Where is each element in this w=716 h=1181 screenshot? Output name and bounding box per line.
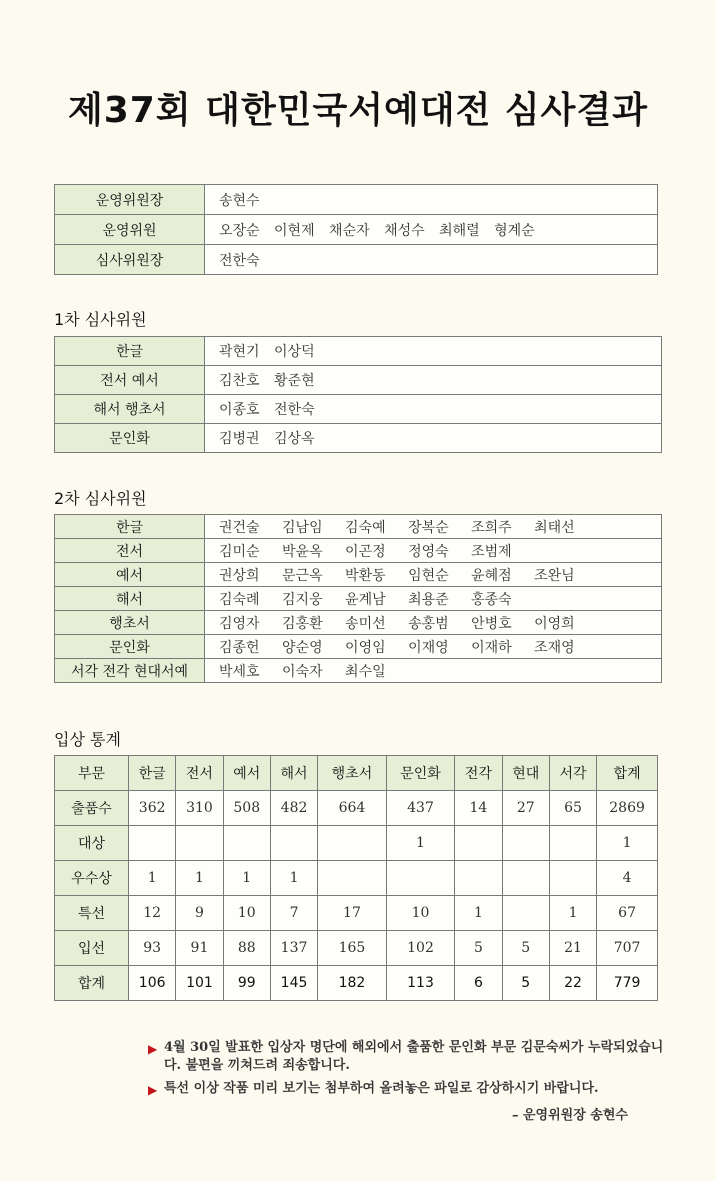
table-row (55, 185, 658, 215)
table-row (55, 826, 658, 861)
stat-cell: 102 (386, 931, 455, 966)
stat-cell: 93 (129, 931, 176, 966)
notice-missing-entry (148, 1039, 668, 1075)
stat-cell: 2869 (597, 791, 658, 826)
names-cell: 오장순 이현제 채순자 채성수 최해렬 형계순 (205, 215, 658, 245)
names-cell: 곽현기 이상덕 (205, 337, 662, 366)
stat-cell: 1 (455, 896, 502, 931)
stat-cell (502, 826, 549, 861)
names-cell: 김종헌 양순영 이영임 이재영 이재하 조재영 (205, 635, 662, 659)
stat-cell: 1 (223, 861, 270, 896)
row-header: 특선 (55, 896, 129, 931)
column-header: 문인화 (386, 756, 455, 791)
row-header: 입선 (55, 931, 129, 966)
stat-cell: 101 (176, 966, 223, 1001)
stat-cell: 99 (223, 966, 270, 1001)
stat-cell (386, 861, 455, 896)
stat-cell: 1 (129, 861, 176, 896)
table-row (55, 245, 658, 275)
stat-cell: 106 (129, 966, 176, 1001)
category-cell: 문인화 (55, 424, 205, 453)
stat-cell: 27 (502, 791, 549, 826)
table-row (55, 337, 662, 366)
column-header: 한글 (129, 756, 176, 791)
column-header: 전서 (176, 756, 223, 791)
stat-cell: 6 (455, 966, 502, 1001)
table-row (55, 563, 662, 587)
names-cell: 권상희 문근옥 박환동 임현순 윤혜점 조완님 (205, 563, 662, 587)
table-row (55, 587, 662, 611)
signature: – 운영위원장 송현수 (511, 1108, 628, 1123)
notice-text: 특선 이상 작품 미리 보기는 첨부하여 올려놓은 파일로 감상하시기 바랍니다. (164, 1081, 599, 1096)
stat-cell: 1 (176, 861, 223, 896)
stat-cell: 22 (549, 966, 596, 1001)
row-header: 대상 (55, 826, 129, 861)
stat-cell: 137 (270, 931, 317, 966)
table-row (55, 515, 662, 539)
stat-cell (129, 826, 176, 861)
table-row (55, 931, 658, 966)
stat-cell: 9 (176, 896, 223, 931)
table-row (55, 424, 662, 453)
stat-cell: 145 (270, 966, 317, 1001)
stat-cell (270, 826, 317, 861)
table-row (55, 395, 662, 424)
table-row (55, 659, 662, 683)
row-header: 우수상 (55, 861, 129, 896)
stat-cell: 1 (270, 861, 317, 896)
stat-cell: 779 (597, 966, 658, 1001)
stat-cell: 664 (318, 791, 387, 826)
role-cell: 운영위원장 (55, 185, 205, 215)
category-cell: 문인화 (55, 635, 205, 659)
stat-cell (549, 826, 596, 861)
stat-cell: 1 (386, 826, 455, 861)
category-cell: 해서 행초서 (55, 395, 205, 424)
stats-heading: 입상 통계 (54, 730, 121, 749)
stat-cell: 14 (455, 791, 502, 826)
table-row (55, 861, 658, 896)
stat-cell: 65 (549, 791, 596, 826)
stat-cell: 707 (597, 931, 658, 966)
table-row (55, 966, 658, 1001)
stat-cell: 5 (502, 931, 549, 966)
table-row (55, 791, 658, 826)
stat-cell: 4 (597, 861, 658, 896)
stat-cell: 362 (129, 791, 176, 826)
stat-cell: 482 (270, 791, 317, 826)
stat-cell: 10 (386, 896, 455, 931)
category-cell: 예서 (55, 563, 205, 587)
column-header: 현대 (502, 756, 549, 791)
stat-cell: 437 (386, 791, 455, 826)
names-cell: 김미순 박윤옥 이곤정 정영숙 조범제 (205, 539, 662, 563)
stat-cell (223, 826, 270, 861)
column-header: 부문 (55, 756, 129, 791)
stat-cell: 7 (270, 896, 317, 931)
notice-text: 4월 30일 발표한 입상자 명단에 해외에서 출품한 문인화 부문 김문숙씨가 누락되었습니다. 불편을 끼쳐드려 죄송합니다. (164, 1040, 664, 1073)
names-cell: 김영자 김홍환 송미선 송홍범 안병호 이영희 (205, 611, 662, 635)
triangle-bullet-icon: ▶ (148, 1083, 158, 1097)
column-header: 전각 (455, 756, 502, 791)
stats-table (54, 755, 658, 1001)
stat-cell: 1 (597, 826, 658, 861)
stat-cell: 1 (549, 896, 596, 931)
names-cell: 김찬호 황준현 (205, 366, 662, 395)
stat-cell: 67 (597, 896, 658, 931)
column-header: 해서 (270, 756, 317, 791)
stat-cell: 17 (318, 896, 387, 931)
stat-cell: 508 (223, 791, 270, 826)
stat-cell: 12 (129, 896, 176, 931)
names-cell: 전한숙 (205, 245, 658, 275)
stat-cell: 5 (455, 931, 502, 966)
stat-cell: 310 (176, 791, 223, 826)
category-cell: 한글 (55, 337, 205, 366)
stat-cell: 182 (318, 966, 387, 1001)
stat-cell: 91 (176, 931, 223, 966)
committee-table (54, 184, 658, 275)
table-header-row (55, 756, 658, 791)
column-header: 합계 (597, 756, 658, 791)
row-header: 출품수 (55, 791, 129, 826)
stat-cell: 88 (223, 931, 270, 966)
stat-cell: 165 (318, 931, 387, 966)
table-row (55, 215, 658, 245)
stat-cell (502, 861, 549, 896)
category-cell: 한글 (55, 515, 205, 539)
stat-cell (549, 861, 596, 896)
stat-cell (455, 826, 502, 861)
stat-cell: 21 (549, 931, 596, 966)
stat-cell (502, 896, 549, 931)
stat-cell (176, 826, 223, 861)
table-row (55, 611, 662, 635)
names-cell: 박세호 이숙자 최수일 (205, 659, 662, 683)
names-cell: 권건술 김남임 김숙예 장복순 조희주 최태선 (205, 515, 662, 539)
role-cell: 운영위원 (55, 215, 205, 245)
stat-cell (318, 861, 387, 896)
table-row (55, 635, 662, 659)
triangle-bullet-icon: ▶ (148, 1042, 158, 1056)
round2-heading: 2차 심사위원 (54, 489, 147, 508)
page-title: 제37회 대한민국서예대전 심사결과 (67, 90, 649, 131)
table-row (55, 896, 658, 931)
category-cell: 서각 전각 현대서예 (55, 659, 205, 683)
stat-cell: 113 (386, 966, 455, 1001)
names-cell: 이종호 전한숙 (205, 395, 662, 424)
category-cell: 전서 (55, 539, 205, 563)
row-header: 합계 (55, 966, 129, 1001)
category-cell: 행초서 (55, 611, 205, 635)
column-header: 행초서 (318, 756, 387, 791)
names-cell: 김병권 김상옥 (205, 424, 662, 453)
notice-preview (148, 1080, 668, 1098)
stat-cell (455, 861, 502, 896)
role-cell: 심사위원장 (55, 245, 205, 275)
stat-cell (318, 826, 387, 861)
round1-table (54, 336, 662, 453)
category-cell: 전서 예서 (55, 366, 205, 395)
category-cell: 해서 (55, 587, 205, 611)
names-cell: 송현수 (205, 185, 658, 215)
column-header: 서각 (549, 756, 596, 791)
stat-cell: 10 (223, 896, 270, 931)
round1-heading: 1차 심사위원 (54, 310, 147, 329)
table-row (55, 366, 662, 395)
round2-table (54, 514, 662, 683)
table-row (55, 539, 662, 563)
names-cell: 김숙례 김지웅 윤계남 최용준 홍종숙 (205, 587, 662, 611)
column-header: 예서 (223, 756, 270, 791)
stat-cell: 5 (502, 966, 549, 1001)
